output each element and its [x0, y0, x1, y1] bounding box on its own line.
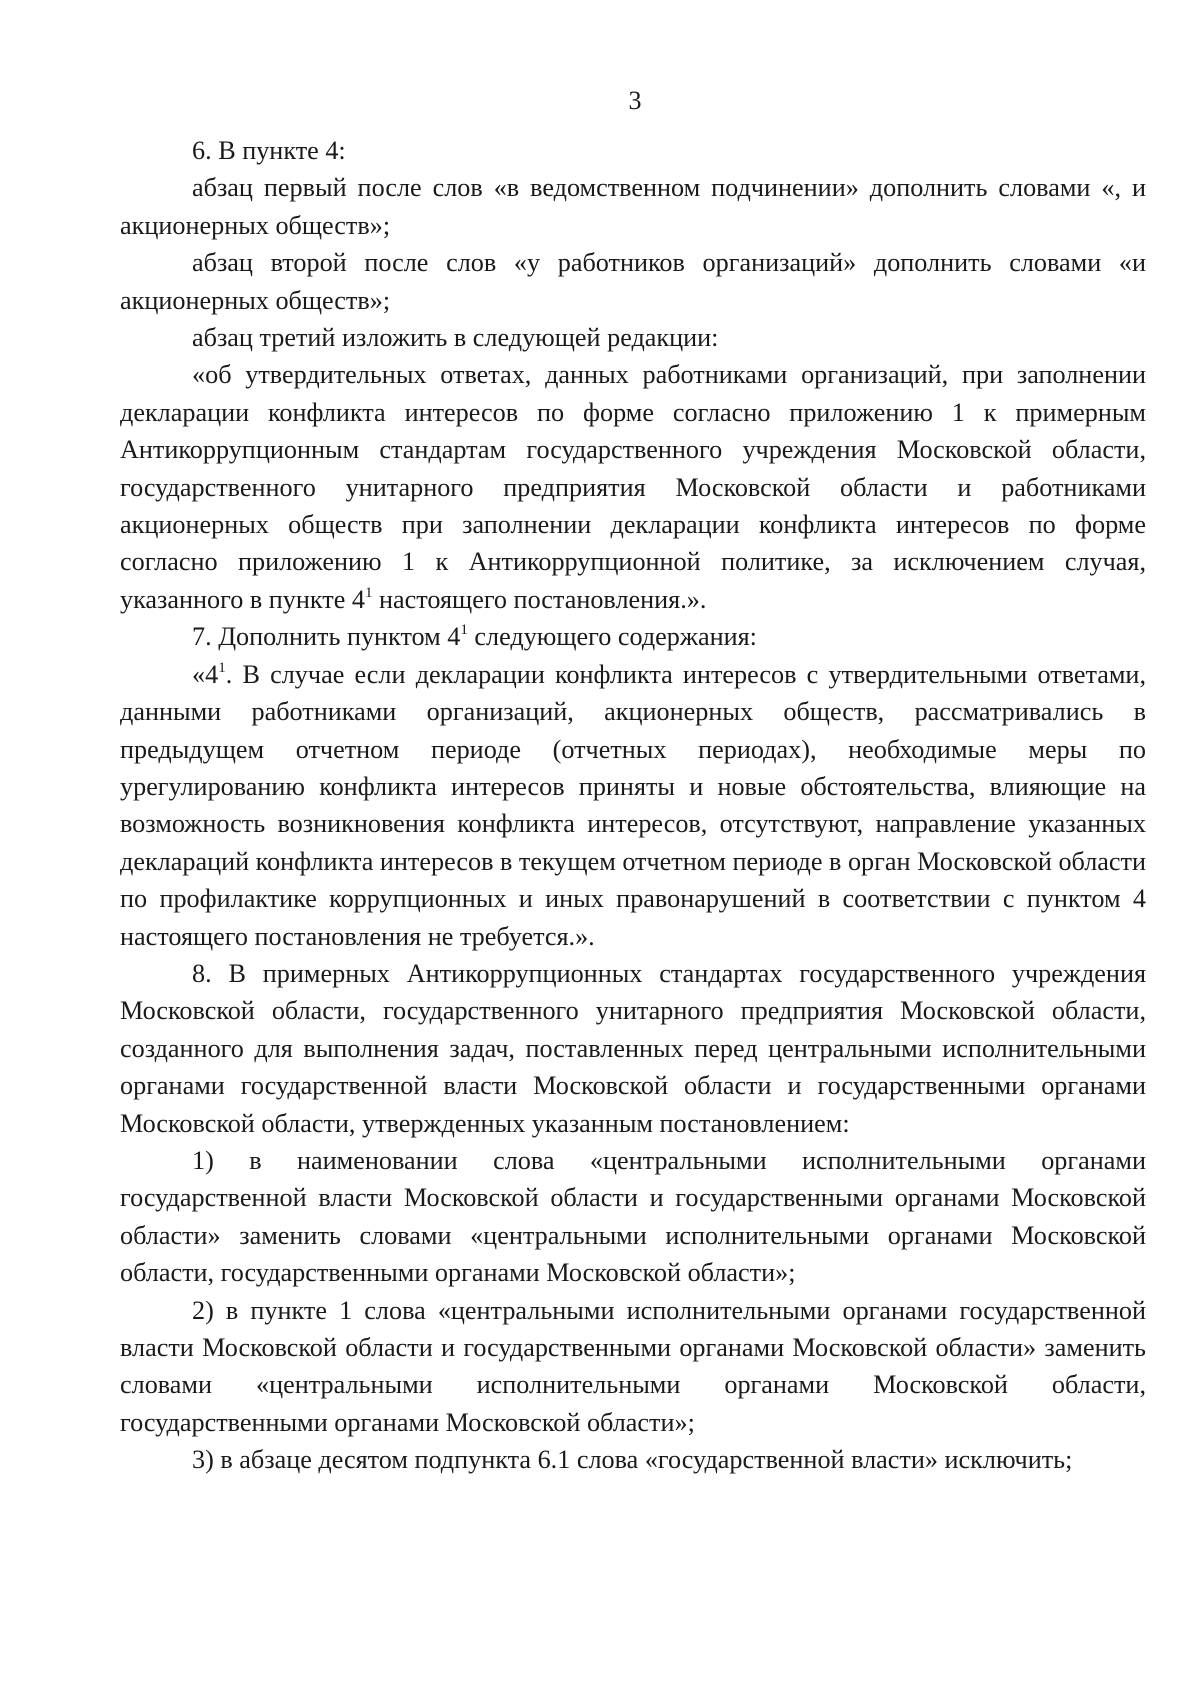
paragraph-item-4-1-tail: . В случае если декларации конфликта интересов с утвердительными ответами, данными работниками организаций, акционерных обществ, рассматривались в предыдущем отчетном периоде (отчетных периодах), необходимые меры по урегулированию конфликта интересов приняты и новые обстоятельства, влияющие на возможность возникновения конфликта интересов, отсутствуют, направление указанных деклараций конфликта интересов в текущем отчетном периоде в орган Московской области по профилактике коррупционных и иных правонарушений в соответствии с пунктом 4 настоящего постановления не требуется.». [120, 659, 1146, 951]
paragraph-subitem-3: 3) в абзаце десятом подпункта 6.1 слова «государственной власти» исключить; [192, 1445, 1073, 1475]
paragraph-item-7-text: 7. Дополнить пунктом 4 [192, 622, 461, 652]
paragraph-second-abzac: абзац второй после слов «у работников организаций» дополнить словами «и акционерных обществ»; [120, 248, 1146, 315]
paragraph-subitem-1: 1) в наименовании слова «центральными исполнительными органами государственной власти Московской области и государственными органами Московской области» заменить словами «центральными исполнительными органами Московской области, государственными органами Московской области»; [120, 1145, 1146, 1288]
paragraph-third-abzac: абзац третий изложить в следующей редакции: [192, 323, 719, 353]
paragraph-subitem-2: 2) в пункте 1 слова «центральными исполнительными органами государственной власти Московской области и государственными органами Московской области» заменить словами «центральными исполнительными органами Московской области, государственными органами Московской области»; [120, 1295, 1146, 1437]
paragraph-item-7 [120, 618, 1146, 655]
paragraph-item-4-1-text: «4 [192, 659, 219, 689]
paragraph-new-wording [120, 356, 1146, 618]
document-body [120, 132, 1146, 1479]
paragraph-item-4-1 [120, 656, 1146, 955]
paragraph-item-6-heading: 6. В пункте 4: [192, 136, 346, 165]
paragraph-new-wording-tail: настоящего постановления.». [372, 584, 707, 614]
superscript: 1 [364, 584, 373, 601]
superscript: 1 [460, 622, 468, 639]
paragraph-item-8: 8. В примерных Антикоррупционных стандартах государственного учреждения Московской области, государственного унитарного предприятия Московской области, созданного для выполнения задач, поставленных перед центральными исполнительными органами государственной власти Московской области и государственными органами Московской области, утвержденных указанным постановлением: [120, 958, 1146, 1138]
paragraph-item-7-tail: следующего содержания: [467, 622, 757, 652]
paragraph-new-wording-text: «об утвердительных ответах, данных работниками организаций, при заполнении декларации конфликта интересов по форме согласно приложению 1 к примерным Антикоррупционным стандартам государственного учреждения Московской области, государственного унитарного предприятия Московской области и работниками акционерных обществ при заполнении декларации конфликта интересов по форме согласно приложению 1 к Антикоррупционной политике, за исключением случая, указанного в пункте 4 [120, 360, 1146, 614]
superscript: 1 [218, 659, 226, 676]
paragraph-first-abzac: абзац первый после слов «в ведомственном подчинении» дополнить словами «, и акционерных обществ»; [120, 173, 1146, 240]
page-number: 3 [628, 86, 642, 115]
